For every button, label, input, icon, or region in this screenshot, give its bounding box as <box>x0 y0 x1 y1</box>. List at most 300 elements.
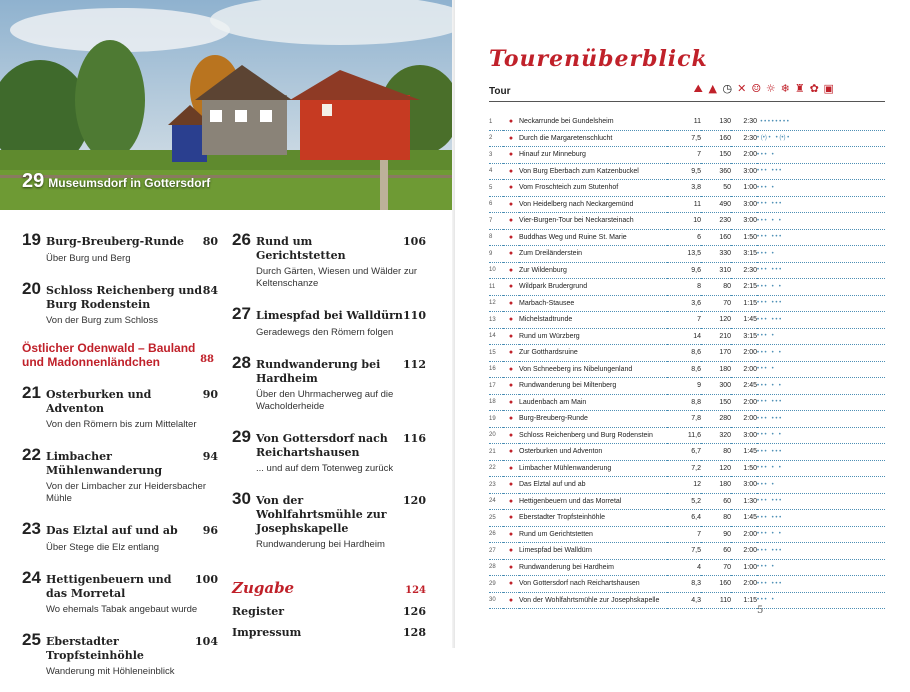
toc-entry-subtitle: Wanderung mit Höhleneinblick <box>46 666 175 677</box>
toc-entry-number: 19 <box>22 230 41 249</box>
toc-entry-subtitle: Über Burg und Berg <box>46 253 131 264</box>
toc-register-page: 126 <box>403 605 426 618</box>
table-row[interactable] <box>489 246 885 263</box>
tour-number: 23 <box>489 477 503 494</box>
tour-elevation: 230 <box>701 213 731 230</box>
toc-entry-subtitle: Von der Burg zum Schloss <box>46 315 158 326</box>
right-page <box>455 0 910 648</box>
toc-entry[interactable] <box>22 630 218 678</box>
flower-icon: ✿ <box>809 82 819 95</box>
tour-distance: 8,3 <box>667 576 701 593</box>
tour-duration: 3:00 <box>731 163 757 180</box>
toc-entry-head <box>22 230 218 250</box>
table-row[interactable] <box>489 460 885 477</box>
toc-entry-page: 96 <box>202 524 218 537</box>
tour-duration: 2:45 <box>731 378 757 395</box>
tour-name: Buddhas Weg und Ruine St. Marie <box>519 229 667 246</box>
tour-name: Limespfad bei Walldürn <box>519 543 667 560</box>
tour-name: Rund um Würzberg <box>519 328 667 345</box>
tour-bullet-icon: ● <box>503 493 519 510</box>
tour-features: • • • • • <box>757 345 885 362</box>
tour-name: Hettigenbeuern und das Morretal <box>519 493 667 510</box>
child-icon: ☺ <box>751 82 762 95</box>
tour-elevation: 110 <box>701 592 731 609</box>
tour-features: • • • • <box>757 147 885 164</box>
photo-caption-number: 29 <box>22 170 45 192</box>
tour-name: Zur Gotthardsruine <box>519 345 667 362</box>
tour-duration: 3:00 <box>731 427 757 444</box>
toc-register-label: Register <box>232 605 285 618</box>
tour-elevation: 280 <box>701 411 731 428</box>
section-heading-page: 88 <box>200 354 214 365</box>
tour-name: Burg-Breuberg-Runde <box>519 411 667 428</box>
toc-entry[interactable] <box>22 568 218 616</box>
table-row[interactable] <box>489 114 885 130</box>
photo-caption-text: Museumsdorf in Gottersdorf <box>48 176 211 190</box>
tour-name: Vom Froschteich zum Stutenhof <box>519 180 667 197</box>
section-heading-title: Östlicher Odenwald – Bauland und Madonnenländchen <box>22 341 196 369</box>
tour-elevation: 70 <box>701 295 731 312</box>
toc-entry-subtitle: Rundwanderung bei Hardheim <box>256 539 385 550</box>
tour-features: • • • • • • <box>757 312 885 329</box>
tour-elevation: 120 <box>701 460 731 477</box>
tour-name: Neckarrunde bei Gundelsheim <box>519 114 667 130</box>
tour-number: 11 <box>489 279 503 296</box>
tour-features: • • • • • • • • <box>757 114 885 130</box>
tour-duration: 2:00 <box>731 361 757 378</box>
tour-distance: 9,6 <box>667 262 701 279</box>
toc-entry-page: 94 <box>202 450 218 463</box>
toc-entry-number: 21 <box>22 383 41 402</box>
bus-icon: ▣ <box>823 82 834 95</box>
restaurant-icon: ✕ <box>737 82 747 95</box>
tour-elevation: 160 <box>701 130 731 147</box>
tour-elevation: 60 <box>701 493 731 510</box>
tour-distance: 4,3 <box>667 592 701 609</box>
toc-entry-page: 106 <box>403 235 426 248</box>
toc-entry-page: 110 <box>403 309 426 322</box>
tour-number: 16 <box>489 361 503 378</box>
tour-features: • • • • • <box>757 213 885 230</box>
tour-elevation: 80 <box>701 444 731 461</box>
toc-entry-page: 100 <box>195 573 218 586</box>
tour-bullet-icon: ● <box>503 229 519 246</box>
zugabe-page: 124 <box>405 585 426 596</box>
tour-distance: 6,7 <box>667 444 701 461</box>
tour-name: Von Gottersdorf nach Reichartshausen <box>519 576 667 593</box>
toc-entry-number: 26 <box>232 230 251 249</box>
table-row[interactable] <box>489 361 885 378</box>
tour-duration: 1:45 <box>731 444 757 461</box>
toc-entry-page: 80 <box>202 235 218 248</box>
tour-number: 9 <box>489 246 503 263</box>
tour-name: Zum Dreiländerstein <box>519 246 667 263</box>
tour-bullet-icon: ● <box>503 130 519 147</box>
tour-name: Von Schneeberg ins Nibelungenland <box>519 361 667 378</box>
toc-entry-number: 29 <box>232 427 251 446</box>
tour-features: • • • • • • <box>757 510 885 527</box>
overview-title: Tourenüberblick <box>489 46 708 72</box>
tour-distance: 8,6 <box>667 345 701 362</box>
tour-bullet-icon: ● <box>503 114 519 130</box>
toc-entry-number: 25 <box>22 630 41 649</box>
tour-elevation: 320 <box>701 427 731 444</box>
tour-duration: 1:45 <box>731 510 757 527</box>
tour-number: 17 <box>489 378 503 395</box>
tour-duration: 3:00 <box>731 477 757 494</box>
table-row[interactable] <box>489 295 885 312</box>
tour-name: Michelstadtrunde <box>519 312 667 329</box>
tour-elevation: 150 <box>701 147 731 164</box>
tour-bullet-icon: ● <box>503 477 519 494</box>
toc-entry-title: Limbacher Mühlenwanderung <box>46 450 163 477</box>
tour-duration: 1:00 <box>731 559 757 576</box>
tour-distance: 14 <box>667 328 701 345</box>
table-row[interactable] <box>489 312 885 329</box>
tour-elevation: 60 <box>701 543 731 560</box>
tour-name: Durch die Margaretenschlucht <box>519 130 667 147</box>
tour-duration: 2:00 <box>731 394 757 411</box>
tour-column-label: Tour <box>489 86 511 97</box>
toc-entry[interactable] <box>22 383 218 431</box>
photo-caption <box>22 170 210 193</box>
tour-bullet-icon: ● <box>503 180 519 197</box>
museum-village-photo <box>0 0 455 210</box>
tour-features: • • • • • <box>757 526 885 543</box>
tour-bullet-icon: ● <box>503 378 519 395</box>
toc-entry-head <box>232 230 426 263</box>
toc-entry-title: Rundwanderung bei Hardheim <box>256 358 381 385</box>
tour-distance: 8,6 <box>667 361 701 378</box>
table-row[interactable] <box>489 229 885 246</box>
toc-impressum-page: 128 <box>403 626 426 639</box>
tour-duration: 1:30 <box>731 493 757 510</box>
toc-entry-title: Burg-Breuberg-Runde <box>46 235 185 248</box>
page-number: 5 <box>757 605 764 616</box>
tour-name: Marbach-Stausee <box>519 295 667 312</box>
toc-impressum[interactable] <box>232 626 426 639</box>
tour-bullet-icon: ● <box>503 411 519 428</box>
toc-entry-page: 120 <box>403 494 426 507</box>
tour-distance: 7,5 <box>667 543 701 560</box>
table-row[interactable] <box>489 510 885 527</box>
toc-entry-title: Von Gottersdorf nach Reichartshausen <box>256 432 388 459</box>
toc-entry-title: Eberstadter Tropfsteinhöhle <box>46 635 144 662</box>
tour-name: Zur Wildenburg <box>519 262 667 279</box>
tour-number: 19 <box>489 411 503 428</box>
tour-distance: 7,5 <box>667 130 701 147</box>
tour-name: Das Elztal auf und ab <box>519 477 667 494</box>
table-row[interactable] <box>489 378 885 395</box>
toc-column-left <box>22 230 218 692</box>
tour-features: • • • • <box>757 592 885 609</box>
tour-elevation: 210 <box>701 328 731 345</box>
tour-bullet-icon: ● <box>503 196 519 213</box>
table-row[interactable] <box>489 328 885 345</box>
tour-bullet-icon: ● <box>503 147 519 164</box>
toc-entry-head <box>232 353 426 386</box>
toc-entry-head <box>22 568 218 601</box>
tour-bullet-icon: ● <box>503 543 519 560</box>
tour-distance: 13,5 <box>667 246 701 263</box>
tour-bullet-icon: ● <box>503 262 519 279</box>
tour-duration: 1:15 <box>731 295 757 312</box>
tour-elevation: 310 <box>701 262 731 279</box>
tour-number: 1 <box>489 114 503 130</box>
tour-distance: 9,5 <box>667 163 701 180</box>
tour-elevation: 160 <box>701 229 731 246</box>
tour-number: 6 <box>489 196 503 213</box>
toc-entry-head <box>22 383 218 416</box>
tour-elevation: 180 <box>701 477 731 494</box>
tour-bullet-icon: ● <box>503 526 519 543</box>
tour-number: 13 <box>489 312 503 329</box>
tour-number: 3 <box>489 147 503 164</box>
tour-features: • • • • <box>757 328 885 345</box>
tour-distance: 4 <box>667 559 701 576</box>
tour-duration: 3:15 <box>731 246 757 263</box>
toc-entry-number: 20 <box>22 279 41 298</box>
toc-entry[interactable] <box>22 519 218 554</box>
tour-name: Von Heidelberg nach Neckargemünd <box>519 196 667 213</box>
table-row[interactable] <box>489 163 885 180</box>
tour-features: • • • • • <box>757 279 885 296</box>
tour-elevation: 170 <box>701 345 731 362</box>
tour-bullet-icon: ● <box>503 345 519 362</box>
tour-elevation: 80 <box>701 510 731 527</box>
tour-distance: 7 <box>667 526 701 543</box>
table-row[interactable] <box>489 543 885 560</box>
toc-entry-subtitle: Geradewegs den Römern folgen <box>256 327 394 338</box>
table-row[interactable] <box>489 427 885 444</box>
toc-entry-subtitle: Von der Limbacher zur Heidersbacher Mühle <box>46 481 207 504</box>
tour-distance: 7 <box>667 312 701 329</box>
tour-features: • • • • <box>757 180 885 197</box>
toc-entry[interactable] <box>232 304 426 339</box>
tour-elevation: 80 <box>701 279 731 296</box>
toc-entry-number: 24 <box>22 568 41 587</box>
tour-distance: 3,6 <box>667 295 701 312</box>
tour-distance: 10 <box>667 213 701 230</box>
tour-duration: 2:00 <box>731 543 757 560</box>
table-row[interactable] <box>489 526 885 543</box>
tour-name: Laudenbach am Main <box>519 394 667 411</box>
toc-entry[interactable] <box>22 445 218 505</box>
table-row[interactable] <box>489 444 885 461</box>
tour-distance: 5,2 <box>667 493 701 510</box>
tour-number: 12 <box>489 295 503 312</box>
toc-entry-page: 90 <box>202 388 218 401</box>
tour-name: Rundwanderung bei Hardheim <box>519 559 667 576</box>
tour-name: Vier-Burgen-Tour bei Neckarsteinach <box>519 213 667 230</box>
table-row[interactable] <box>489 213 885 230</box>
toc-entry-subtitle: Über Stege die Elz entlang <box>46 542 160 553</box>
tour-number: 18 <box>489 394 503 411</box>
zugabe-title-text: Zugabe <box>232 579 295 597</box>
tour-name: Eberstadter Tropfsteinhöhle <box>519 510 667 527</box>
tour-duration: 2:00 <box>731 526 757 543</box>
left-page <box>0 0 455 677</box>
tour-distance: 6 <box>667 229 701 246</box>
table-row[interactable] <box>489 493 885 510</box>
tour-name: Rundwanderung bei Miltenberg <box>519 378 667 395</box>
tour-distance: 9 <box>667 378 701 395</box>
tour-number: 24 <box>489 493 503 510</box>
zugabe-section <box>232 579 426 639</box>
tour-bullet-icon: ● <box>503 295 519 312</box>
table-row[interactable] <box>489 411 885 428</box>
toc-entry-subtitle: Wo ehemals Tabak angebaut wurde <box>46 604 198 615</box>
table-row[interactable] <box>489 559 885 576</box>
tour-name: Von Burg Eberbach zum Katzenbuckel <box>519 163 667 180</box>
tour-duration: 1:50 <box>731 460 757 477</box>
tour-features: • • • • • • <box>757 229 885 246</box>
tour-elevation: 300 <box>701 378 731 395</box>
tour-duration: 2:00 <box>731 345 757 362</box>
tour-features: • • • • <box>757 246 885 263</box>
tour-distance: 7 <box>667 147 701 164</box>
toc-entry-page: 116 <box>403 432 426 445</box>
tour-features: • • • • • • <box>757 411 885 428</box>
toc-entry[interactable] <box>22 230 218 265</box>
clock-icon: ◷ <box>722 82 733 95</box>
tour-duration: 1:00 <box>731 180 757 197</box>
tour-number: 27 <box>489 543 503 560</box>
table-row[interactable] <box>489 147 885 164</box>
tour-features: • • • • • • <box>757 196 885 213</box>
tour-duration: 3:00 <box>731 213 757 230</box>
hiker-icon: ⛰ <box>693 82 703 95</box>
toc-entry-page: 84 <box>202 284 218 297</box>
tour-features: • • • • • <box>757 427 885 444</box>
tour-bullet-icon: ● <box>503 427 519 444</box>
feature-icon-row <box>691 82 836 96</box>
tour-features: • • • • • • <box>757 163 885 180</box>
tour-bullet-icon: ● <box>503 576 519 593</box>
tour-name: Wildpark Brudergrund <box>519 279 667 296</box>
table-row[interactable] <box>489 592 885 609</box>
tour-duration: 1:15 <box>731 592 757 609</box>
tour-number: 14 <box>489 328 503 345</box>
toc-entry-head <box>22 519 218 539</box>
tour-duration: 2:30 <box>731 130 757 147</box>
tour-elevation: 70 <box>701 559 731 576</box>
tour-name: Osterburken und Adventon <box>519 444 667 461</box>
tour-bullet-icon: ● <box>503 312 519 329</box>
toc-entry-title: Limespfad bei Walldürn <box>256 309 403 322</box>
tour-number: 26 <box>489 526 503 543</box>
toc-register[interactable] <box>232 605 426 618</box>
tour-number: 10 <box>489 262 503 279</box>
tour-number: 21 <box>489 444 503 461</box>
table-row[interactable] <box>489 279 885 296</box>
toc-entry-subtitle: Durch Gärten, Wiesen und Wälder zur Keltenschanze <box>256 266 418 289</box>
tour-name: Limbacher Mühlenwanderung <box>519 460 667 477</box>
mountain-icon: ▲ <box>708 82 717 95</box>
table-row[interactable] <box>489 196 885 213</box>
tour-name: Hinauf zur Minneburg <box>519 147 667 164</box>
toc-entry[interactable] <box>22 279 218 327</box>
table-row[interactable] <box>489 394 885 411</box>
tour-distance: 7,2 <box>667 460 701 477</box>
tour-bullet-icon: ● <box>503 394 519 411</box>
tour-features: • • • • • • <box>757 543 885 560</box>
museum-icon: ♜ <box>794 82 805 95</box>
toc-entry[interactable] <box>232 427 426 475</box>
tour-overview-table <box>489 114 885 609</box>
table-row[interactable] <box>489 180 885 197</box>
toc-entry[interactable] <box>232 489 426 551</box>
toc-entry[interactable] <box>232 230 426 290</box>
tour-number: 4 <box>489 163 503 180</box>
tour-distance: 11,6 <box>667 427 701 444</box>
table-row[interactable] <box>489 477 885 494</box>
toc-entry-head <box>232 304 426 324</box>
tour-elevation: 330 <box>701 246 731 263</box>
tour-bullet-icon: ● <box>503 246 519 263</box>
table-row[interactable] <box>489 345 885 362</box>
toc-entry-subtitle: Über den Uhrmacherweg auf die Wacholderheide <box>256 389 394 412</box>
tour-features: • • • • <box>757 361 885 378</box>
tour-elevation: 160 <box>701 576 731 593</box>
toc-entry-title: Hettigenbeuern und das Morretal <box>46 573 172 600</box>
tour-bullet-icon: ● <box>503 559 519 576</box>
tour-distance: 11 <box>667 196 701 213</box>
table-row[interactable] <box>489 262 885 279</box>
tour-duration: 1:50 <box>731 229 757 246</box>
tour-distance: 11 <box>667 114 701 130</box>
toc-column-right <box>232 230 426 639</box>
toc-impressum-label: Impressum <box>232 626 302 639</box>
tour-bullet-icon: ● <box>503 592 519 609</box>
tour-features: • • • • <box>757 477 885 494</box>
table-row[interactable] <box>489 130 885 147</box>
tour-number: 5 <box>489 180 503 197</box>
tour-distance: 8 <box>667 279 701 296</box>
tour-duration: 2:30 <box>731 114 757 130</box>
tour-number: 25 <box>489 510 503 527</box>
tour-features: • • • • • • <box>757 444 885 461</box>
tour-elevation: 150 <box>701 394 731 411</box>
toc-entry-title: Von der Wohlfahrtsmühle zur Josephskapelle <box>256 494 387 535</box>
tour-duration: 2:15 <box>731 279 757 296</box>
toc-entry-head <box>232 489 426 536</box>
tour-name: Von der Wohlfahrtsmühle zur Josephskapelle <box>519 592 667 609</box>
tour-features: • • • • • • <box>757 493 885 510</box>
tour-number: 20 <box>489 427 503 444</box>
toc-entry-number: 30 <box>232 489 251 508</box>
tour-distance: 6,4 <box>667 510 701 527</box>
tour-duration: 2:00 <box>731 147 757 164</box>
toc-entry-title: Rund um Gerichtstetten <box>256 235 346 262</box>
tour-features: • • • • • • <box>757 295 885 312</box>
tour-features: • • • • • • <box>757 394 885 411</box>
toc-entry-head <box>232 427 426 460</box>
table-row[interactable] <box>489 576 885 593</box>
snowflake-icon: ❄ <box>780 82 790 95</box>
toc-entry[interactable] <box>232 353 426 413</box>
tour-bullet-icon: ● <box>503 361 519 378</box>
tour-bullet-icon: ● <box>503 444 519 461</box>
toc-entry-number: 28 <box>232 353 251 372</box>
tour-number: 28 <box>489 559 503 576</box>
tour-number: 15 <box>489 345 503 362</box>
tour-elevation: 490 <box>701 196 731 213</box>
tour-bullet-icon: ● <box>503 279 519 296</box>
toc-entry-number: 27 <box>232 304 251 323</box>
tour-duration: 2:00 <box>731 411 757 428</box>
tour-bullet-icon: ● <box>503 460 519 477</box>
